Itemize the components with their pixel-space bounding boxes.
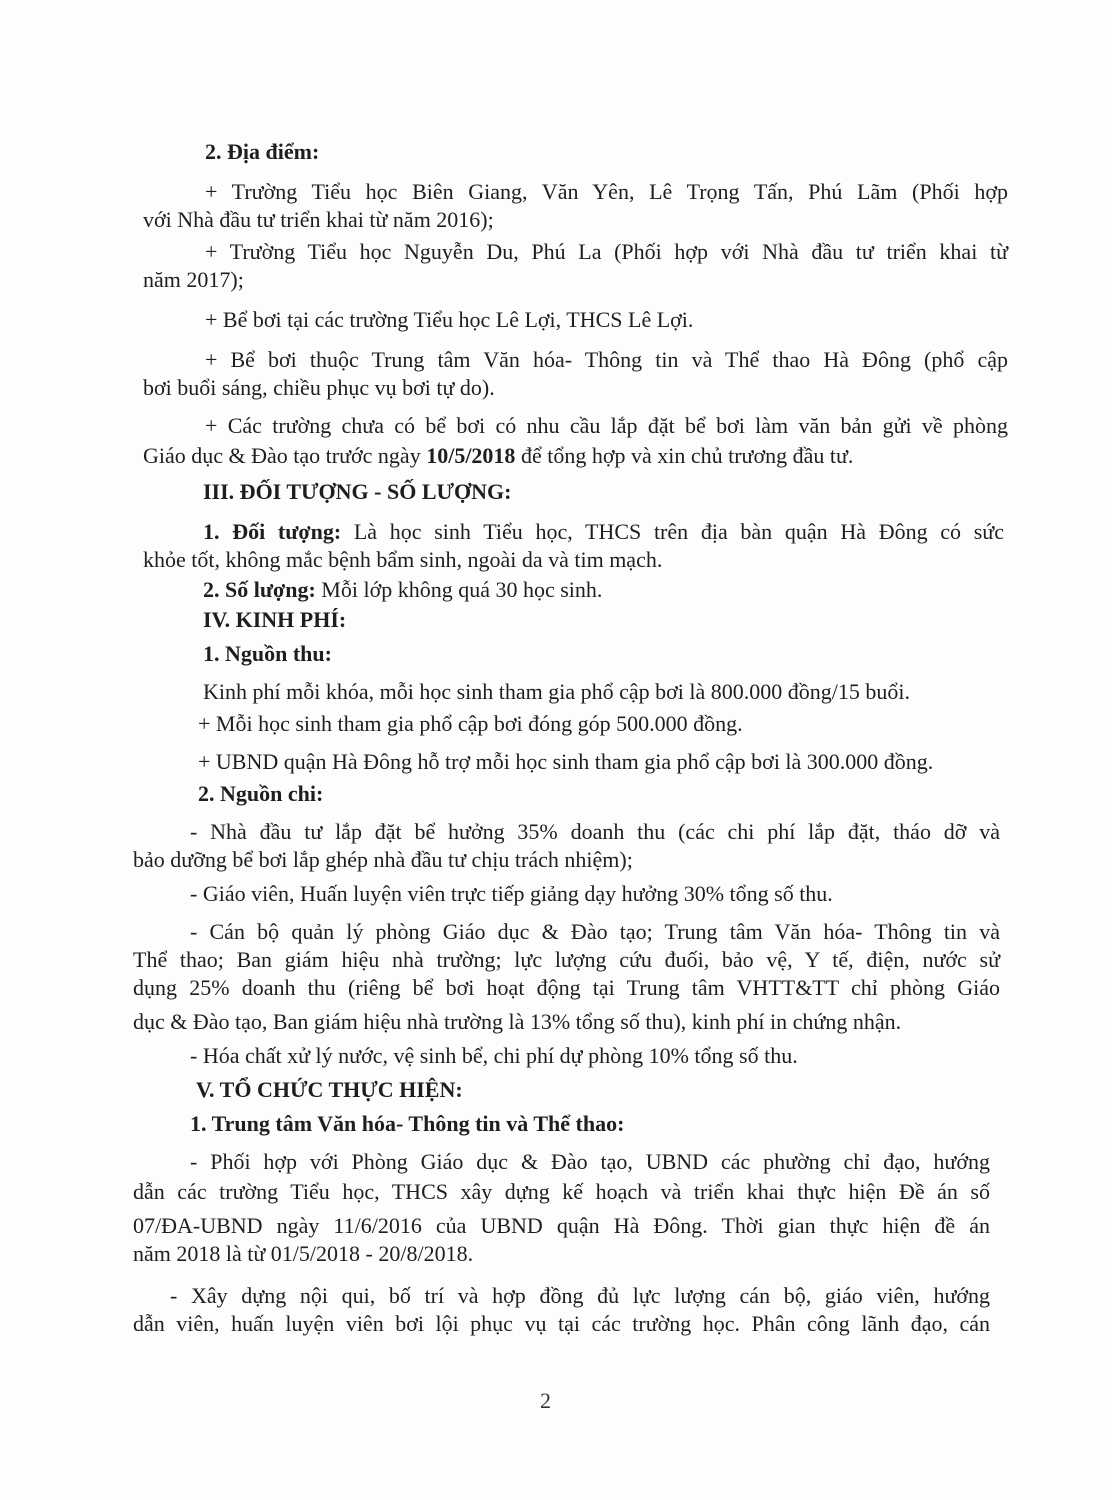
text-line	[133, 974, 1000, 1002]
text-line	[190, 1148, 990, 1176]
text-line	[196, 1076, 463, 1104]
line-text: bảo dưỡng bể bơi lắp ghép nhà đầu tư chịu trách nhiệm);	[133, 847, 633, 872]
text-line	[143, 442, 853, 470]
bold-text: 2. Nguồn chi:	[198, 781, 324, 806]
text-line	[133, 1008, 901, 1036]
line-text: + UBND quận Hà Đông hỗ trợ mỗi học sinh tham gia phổ cập bơi là 300.000 đồng.	[198, 749, 934, 774]
text-line	[198, 748, 933, 776]
bold-text: 2. Số lượng:	[203, 577, 316, 602]
line-text-continuation: Mỗi lớp không quá 30 học sinh.	[315, 577, 603, 602]
text-line	[205, 306, 693, 334]
text-line	[190, 1042, 798, 1070]
bold-text: V. TỔ CHỨC THỰC HIỆN:	[196, 1077, 463, 1102]
text-line	[205, 238, 1008, 266]
line-text: năm 2017);	[143, 267, 244, 292]
text-line	[133, 946, 1000, 974]
bold-text: 1. Trung tâm Văn hóa- Thông tin và Thể thao:	[190, 1111, 625, 1136]
line-text: Thể thao; Ban giám hiệu nhà trường; lực lượng cứu đuối, bảo vệ, Y tế, điện, nước sử	[133, 947, 1000, 972]
line-text: - Giáo viên, Huấn luyện viên trực tiếp giảng dạy hưởng 30% tổng số thu.	[190, 881, 833, 906]
line-text: bơi buổi sáng, chiều phục vụ bơi tự do).	[143, 375, 495, 400]
text-line	[143, 206, 494, 234]
text-line	[203, 478, 511, 506]
line-text: + Các trường chưa có bể bơi có nhu cầu lắp đặt bể bơi làm văn bản gửi về phòng	[205, 413, 1008, 438]
line-text: - Phối hợp với Phòng Giáo dục & Đào tạo, UBND các phường chỉ đạo, hướng	[190, 1149, 990, 1174]
text-line	[203, 576, 602, 604]
line-text: với Nhà đầu tư triển khai từ năm 2016);	[143, 207, 494, 232]
line-text: + Trường Tiểu học Biên Giang, Văn Yên, Lê Trọng Tấn, Phú Lãm (Phối hợp	[205, 179, 1008, 204]
line-text-continuation: Là học sinh Tiểu học, THCS trên địa bàn quận Hà Đông có sức	[341, 519, 1004, 544]
text-line	[198, 710, 743, 738]
text-line	[203, 606, 346, 634]
text-line	[205, 178, 1008, 206]
line-text: dẫn các trường Tiểu học, THCS xây dựng kế hoạch và triển khai thực hiện Đề án số	[133, 1179, 990, 1204]
text-line	[133, 1212, 990, 1240]
text-line	[203, 678, 910, 706]
bold-text: 1. Đối tượng:	[203, 519, 342, 544]
line-text: + Mỗi học sinh tham gia phổ cập bơi đóng góp 500.000 đồng.	[198, 711, 743, 736]
line-text: + Trường Tiểu học Nguyễn Du, Phú La (Phối hợp với Nhà đầu tư triển khai từ	[205, 239, 1008, 264]
line-text: + Bể bơi thuộc Trung tâm Văn hóa- Thông tin và Thể thao Hà Đông (phổ cập	[205, 347, 1008, 372]
text-line	[170, 1282, 990, 1310]
line-text: - Xây dựng nội qui, bố trí và hợp đồng đủ lực lượng cán bộ, giáo viên, hướng	[170, 1283, 990, 1308]
text-line	[190, 818, 1000, 846]
text-line	[205, 138, 319, 166]
text-line	[205, 346, 1008, 374]
bold-text: III. ĐỐI TƯỢNG - SỐ LƯỢNG:	[203, 479, 512, 504]
line-text-continuation: để tổng hợp và xin chủ trương đầu tư.	[515, 443, 854, 468]
text-line	[143, 266, 244, 294]
line-text: Kinh phí mỗi khóa, mỗi học sinh tham gia phổ cập bơi là 800.000 đồng/15 buổi.	[203, 679, 911, 704]
line-text: + Bể bơi tại các trường Tiểu học Lê Lợi, THCS Lê Lợi.	[205, 307, 694, 332]
text-line	[143, 546, 662, 574]
text-line	[203, 640, 332, 668]
bold-text: 1. Nguồn thu:	[203, 641, 332, 666]
text-line	[190, 1110, 624, 1138]
line-text: - Cán bộ quản lý phòng Giáo dục & Đào tạo; Trung tâm Văn hóa- Thông tin và	[190, 919, 1000, 944]
date-highlight: 10/5/2018	[426, 443, 516, 468]
line-text: Giáo dục & Đào tạo trước ngày	[143, 443, 427, 468]
text-line	[133, 1310, 990, 1338]
text-line	[190, 918, 1000, 946]
text-line	[198, 780, 323, 808]
bold-text: IV. KINH PHÍ:	[203, 607, 347, 632]
text-line	[203, 518, 1004, 546]
text-line	[133, 1240, 473, 1268]
text-line	[133, 1178, 990, 1206]
bold-text: 2. Địa điểm:	[205, 139, 320, 164]
text-line	[190, 880, 833, 908]
line-text: dục & Đào tạo, Ban giám hiệu nhà trường là 13% tổng số thu), kinh phí in chứng nhận.	[133, 1009, 902, 1034]
text-line	[133, 846, 633, 874]
line-text: năm 2018 là từ 01/5/2018 - 20/8/2018.	[133, 1241, 474, 1266]
text-line	[205, 412, 1008, 440]
line-text: - Hóa chất xử lý nước, vệ sinh bể, chi phí dự phòng 10% tổng số thu.	[190, 1043, 798, 1068]
text-line	[143, 374, 495, 402]
line-text: khỏe tốt, không mắc bệnh bẩm sinh, ngoài da và tim mạch.	[143, 547, 663, 572]
line-text: 07/ĐA-UBND ngày 11/6/2016 của UBND quận Hà Đông. Thời gian thực hiện đề án	[133, 1213, 990, 1238]
page-number: 2	[540, 1388, 551, 1413]
line-text: dẫn viên, huấn luyện viên bơi lội phục vụ tại các trường học. Phân công lãnh đạo, cán	[133, 1311, 990, 1336]
line-text: - Nhà đầu tư lắp đặt bể hưởng 35% doanh thu (các chi phí lắp đặt, tháo dỡ và	[190, 819, 1000, 844]
line-text: dụng 25% doanh thu (riêng bể bơi hoạt động tại Trung tâm VHTT&TT chỉ phòng Giáo	[133, 975, 1000, 1000]
